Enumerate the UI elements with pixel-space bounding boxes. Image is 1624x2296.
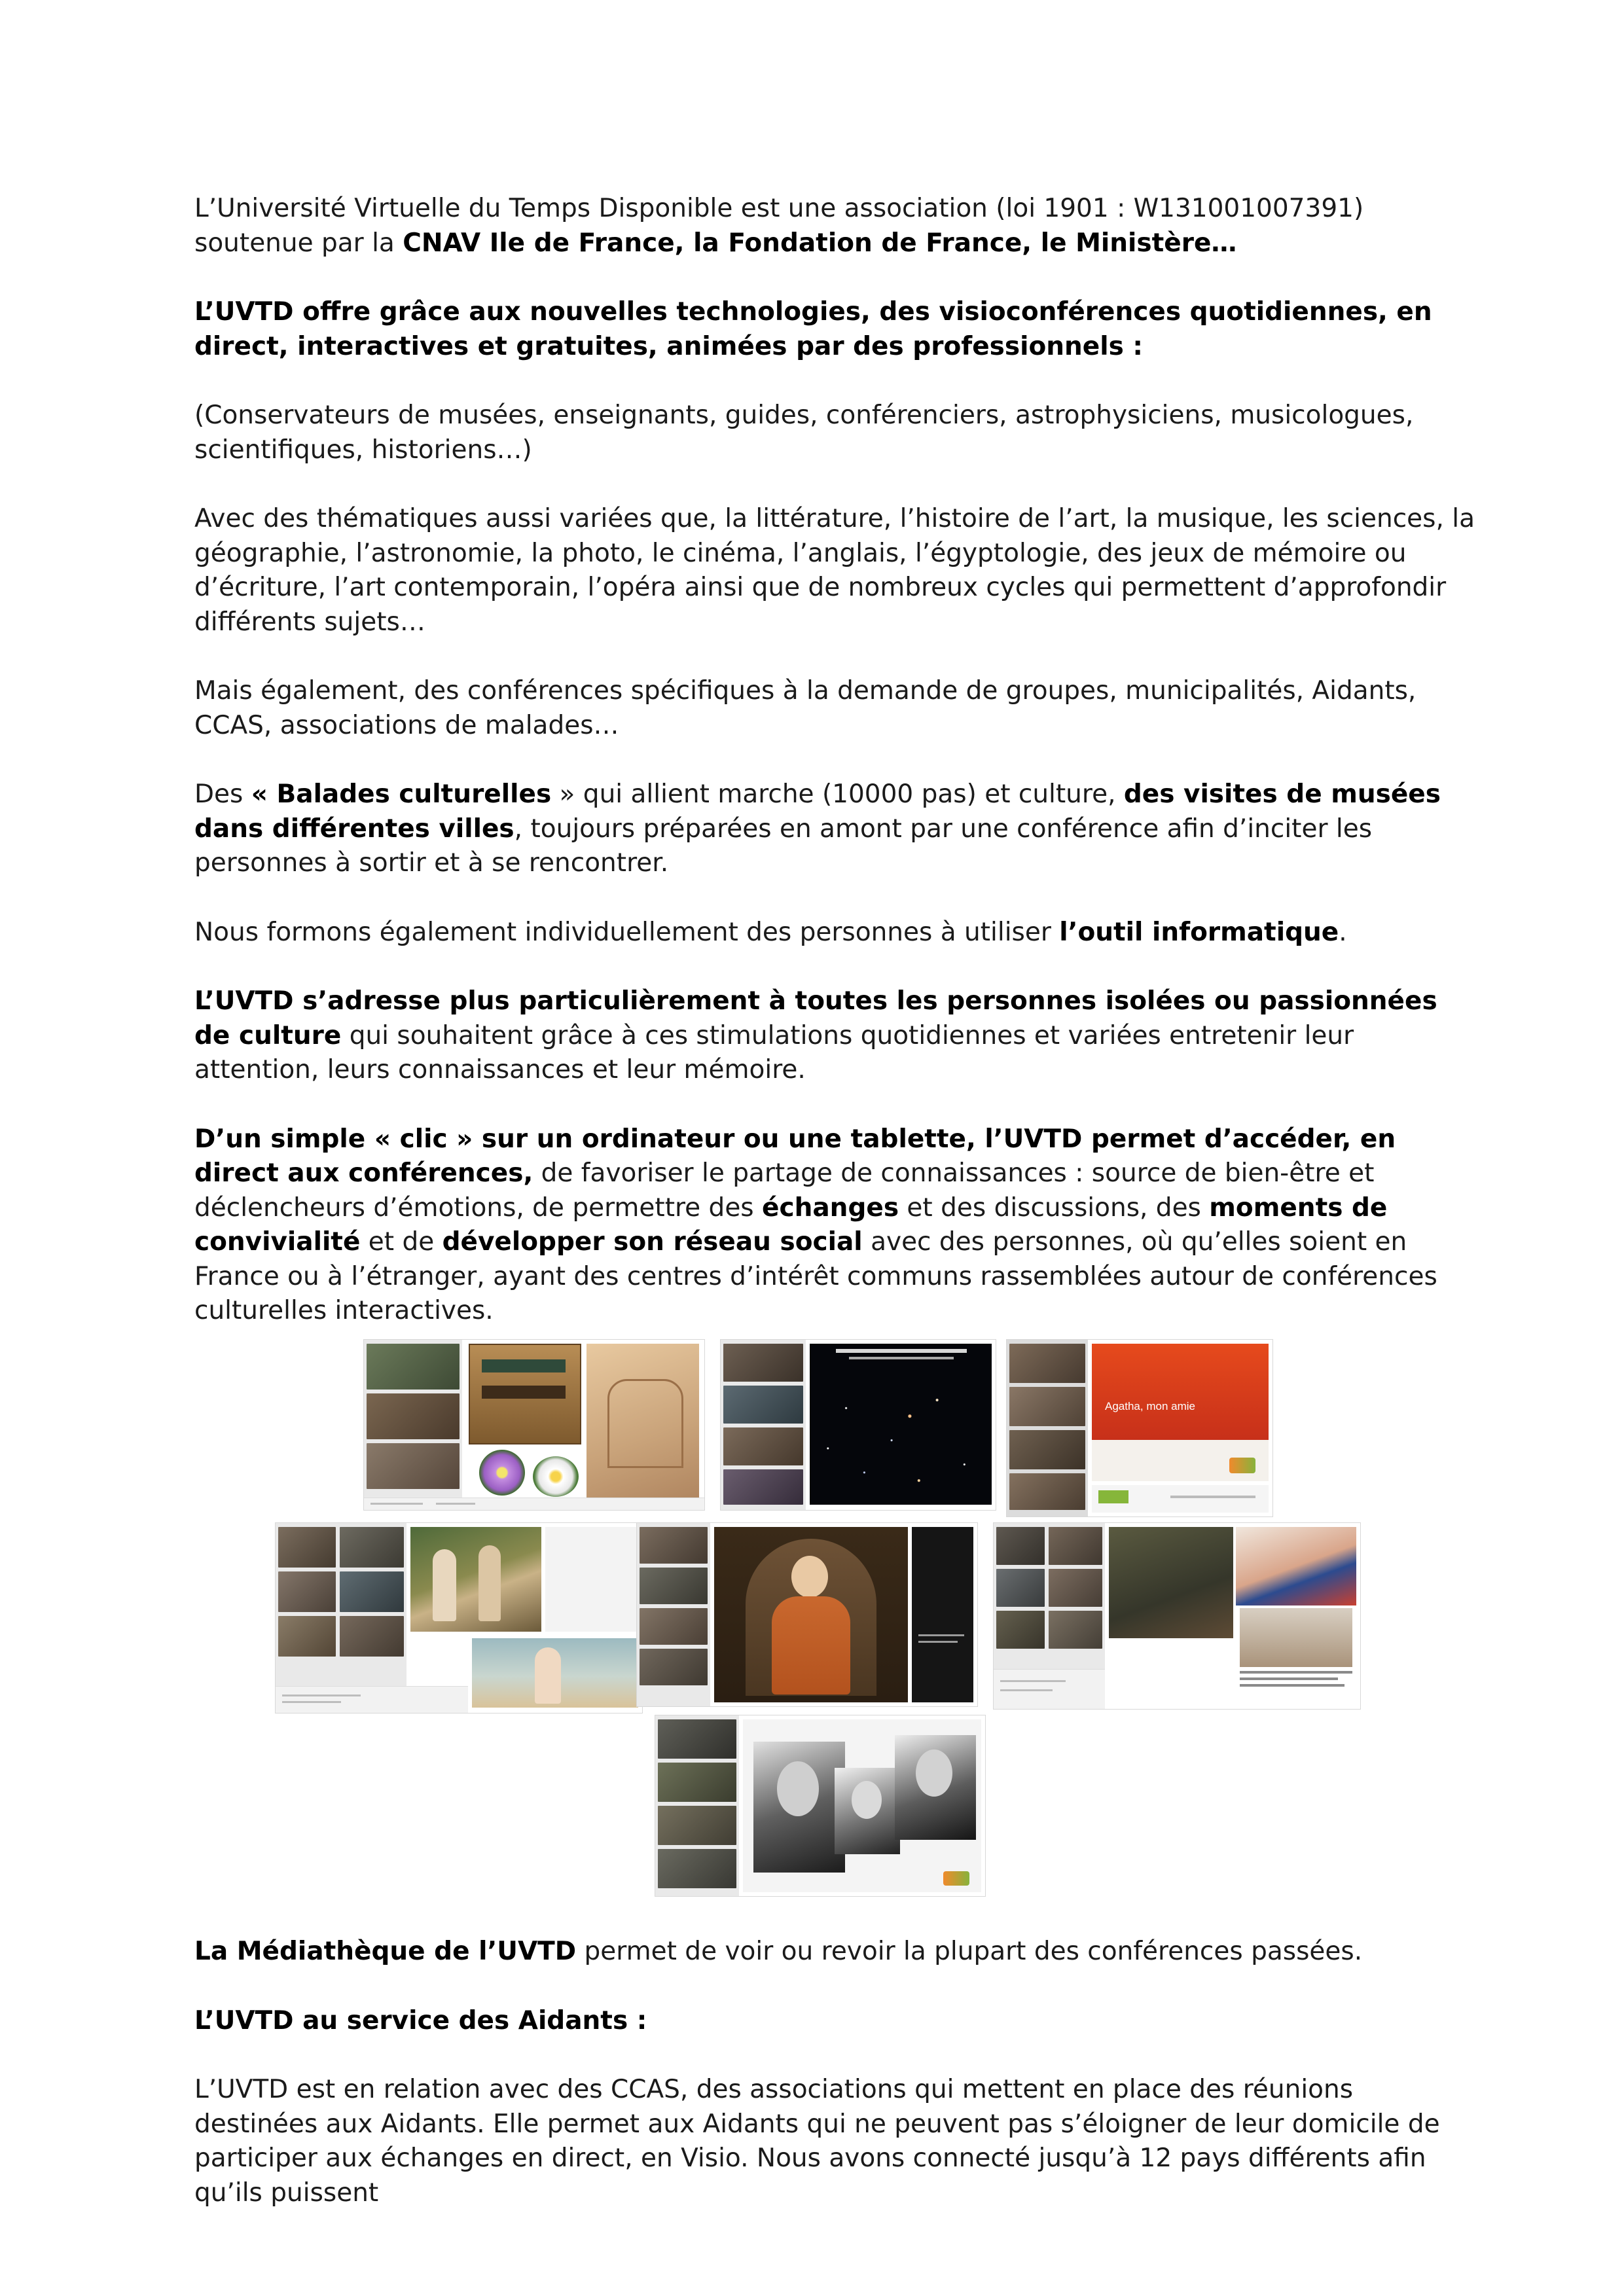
screenshot-egyptology-conference bbox=[363, 1339, 705, 1511]
uvtd-logo-icon bbox=[1229, 1458, 1255, 1473]
bottom-text bbox=[194, 1935, 1477, 2245]
paragraph-balades: Des « Balades culturelles » qui allient marche (10000 pas) et culture, des visites de musées dans différentes villes, toujours préparées en amont par une conférence afin d’inciter les personnes à sortir et à se rencontrer. bbox=[194, 780, 1441, 878]
screenshot-music-conference bbox=[993, 1522, 1361, 1710]
screenshot-renaissance-conference bbox=[636, 1522, 978, 1707]
heading-aidants: L’UVTD au service des Aidants : bbox=[194, 2005, 647, 2036]
paragraph-offer: L’UVTD offre grâce aux nouvelles technologies, des visioconférences quotidiennes, en direct, interactives et gratuites, animées par des professionnels : bbox=[194, 297, 1432, 361]
screenshot-botticelli-conference bbox=[275, 1522, 643, 1713]
uvtd-logo-icon bbox=[943, 1871, 969, 1886]
paragraph-mediatheque: La Médiathèque de l’UVTD permet de voir ou revoir la plupart des conférences passées. bbox=[194, 1937, 1363, 1966]
paragraph-specific-conferences: Mais également, des conférences spécifiques à la demande de groupes, municipalités, Aidants, CCAS, associations de malades… bbox=[194, 676, 1416, 740]
paragraph-access: D’un simple « clic » sur un ordinateur ou une tablette, l’UVTD permet d’accéder, en direct aux conférences, de favoriser le partage de connaissances : source de bien-être et déclencheurs d’émotions, de permettre des échanges et des discussions, des moments de convivialité et de développer son réseau social avec des personnes, où qu’elles soient en France ou à l’étranger, ayant des centres d’intérêt communs rassemblées autour de conférences culturelles interactives. bbox=[194, 1124, 1437, 1325]
screenshot-astronomy-conference bbox=[720, 1339, 996, 1511]
screenshot-agatha-conference bbox=[1006, 1339, 1273, 1517]
intro-text bbox=[194, 192, 1477, 1363]
paragraph-training: Nous formons également individuellement des personnes à utiliser l’outil informatique. bbox=[194, 917, 1347, 947]
paragraph-speakers: (Conservateurs de musées, enseignants, guides, conférenciers, astrophysiciens, musicologues, scientifiques, historiens…) bbox=[194, 401, 1414, 465]
slide-title: Agatha, mon amie bbox=[1105, 1400, 1195, 1412]
screenshot-cinema-conference bbox=[655, 1715, 986, 1897]
paragraph-themes: Avec des thématiques aussi variées que, la littérature, l’histoire de l’art, la musique, les sciences, la géographie, l’astronomie, la photo, le cinéma, l’anglais, l’égyptologie, des jeux de mémoire ou d’écriture, l’art contemporain, l’opéra ainsi que de nombreux cycles qui permettent d’approfondir différents sujets… bbox=[194, 504, 1475, 637]
paragraph-association: L’Université Virtuelle du Temps Disponible est une association (loi 1901 : W131001007391) soutenue par la CNAV Ile de France, la Fondation de France, le Ministère… bbox=[194, 194, 1364, 258]
paragraph-aidants: L’UVTD est en relation avec des CCAS, des associations qui mettent en place des réunions destinées aux Aidants. Elle permet aux Aidants qui ne peuvent pas s’éloigner de leur domicile de participer aux échanges en direct, en Visio. Nous avons connecté jusqu’à 12 pays différents afin qu’ils puissent bbox=[194, 2075, 1440, 2208]
paragraph-audience: L’UVTD s’adresse plus particulièrement à toutes les personnes isolées ou passionnées de culture qui souhaitent grâce à ces stimulations quotidiennes et variées entretenir leur attention, leurs connaissances et leur mémoire. bbox=[194, 986, 1437, 1085]
